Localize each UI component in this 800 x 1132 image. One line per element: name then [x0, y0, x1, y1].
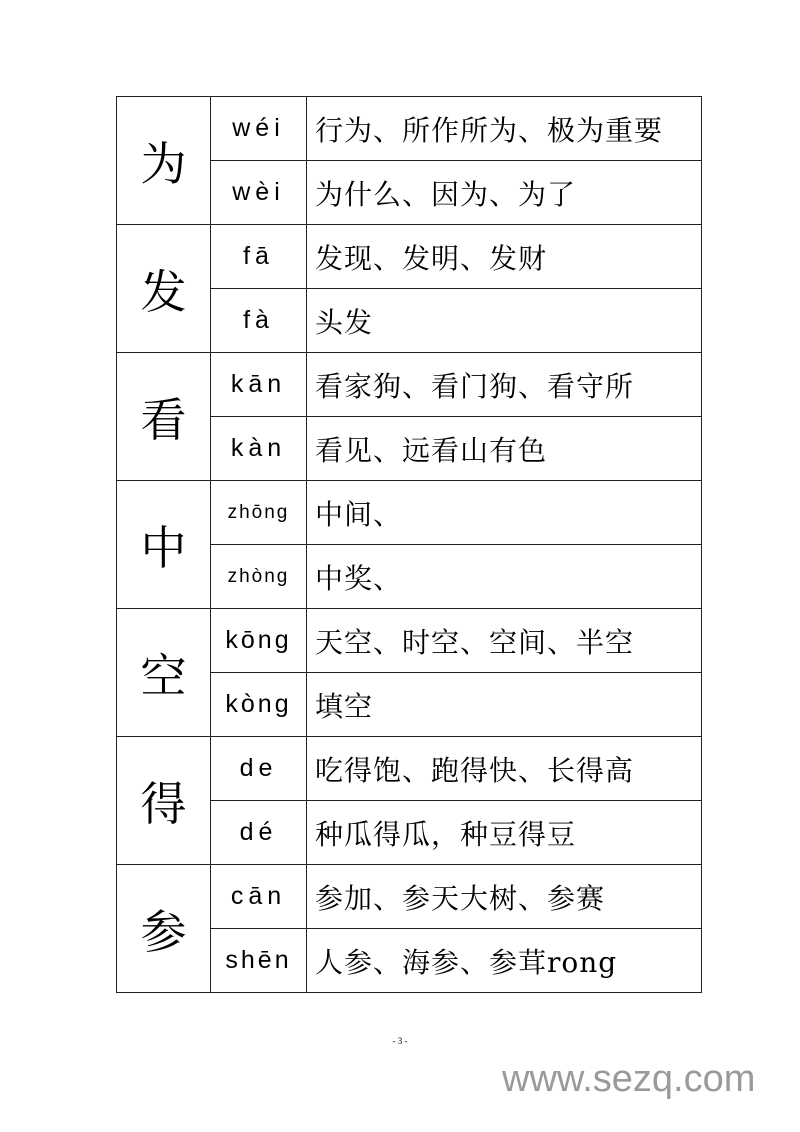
page-number: - 3 - — [392, 1036, 408, 1046]
example-words-cell: 为什么、因为、为了 — [307, 161, 702, 225]
pinyin-cell: fà — [211, 289, 307, 353]
table-row — [117, 865, 702, 929]
table-row — [117, 225, 702, 289]
example-words-cell: 中奖、 — [307, 545, 702, 609]
pinyin-cell: wèi — [211, 161, 307, 225]
example-words-cell: 看家狗、看门狗、看守所 — [307, 353, 702, 417]
table-row — [117, 353, 702, 417]
table-row — [117, 737, 702, 801]
example-words-cell: 人参、海参、参茸rong — [307, 929, 702, 993]
example-words-cell: 头发 — [307, 289, 702, 353]
character-cell: 得 — [117, 737, 211, 865]
character-cell: 为 — [117, 97, 211, 225]
character-cell: 看 — [117, 353, 211, 481]
polyphonic-character-table — [116, 96, 702, 993]
example-words-cell: 天空、时空、空间、半空 — [307, 609, 702, 673]
pinyin-cell: zhōng — [211, 481, 307, 545]
pinyin-cell: fā — [211, 225, 307, 289]
character-cell: 中 — [117, 481, 211, 609]
character-cell: 发 — [117, 225, 211, 353]
example-words-cell: 填空 — [307, 673, 702, 737]
example-words-cell: 种瓜得瓜，种豆得豆 — [307, 801, 702, 865]
table-row — [117, 97, 702, 161]
pinyin-cell: kōng — [211, 609, 307, 673]
watermark: www.sezq.com — [502, 1058, 756, 1100]
pinyin-cell: dé — [211, 801, 307, 865]
example-words-cell: 行为、所作所为、极为重要 — [307, 97, 702, 161]
pinyin-cell: kòng — [211, 673, 307, 737]
example-words-cell: 参加、参天大树、参赛 — [307, 865, 702, 929]
table-row — [117, 481, 702, 545]
pinyin-cell: wéi — [211, 97, 307, 161]
example-words-cell: 发现、发明、发财 — [307, 225, 702, 289]
pinyin-cell: zhòng — [211, 545, 307, 609]
pinyin-cell: kàn — [211, 417, 307, 481]
table-row — [117, 609, 702, 673]
pinyin-cell: cān — [211, 865, 307, 929]
character-cell: 空 — [117, 609, 211, 737]
pinyin-cell: kān — [211, 353, 307, 417]
pinyin-cell: de — [211, 737, 307, 801]
character-cell: 参 — [117, 865, 211, 993]
example-words-cell: 看见、远看山有色 — [307, 417, 702, 481]
example-words-cell: 中间、 — [307, 481, 702, 545]
example-words-cell: 吃得饱、跑得快、长得高 — [307, 737, 702, 801]
pinyin-cell: shēn — [211, 929, 307, 993]
